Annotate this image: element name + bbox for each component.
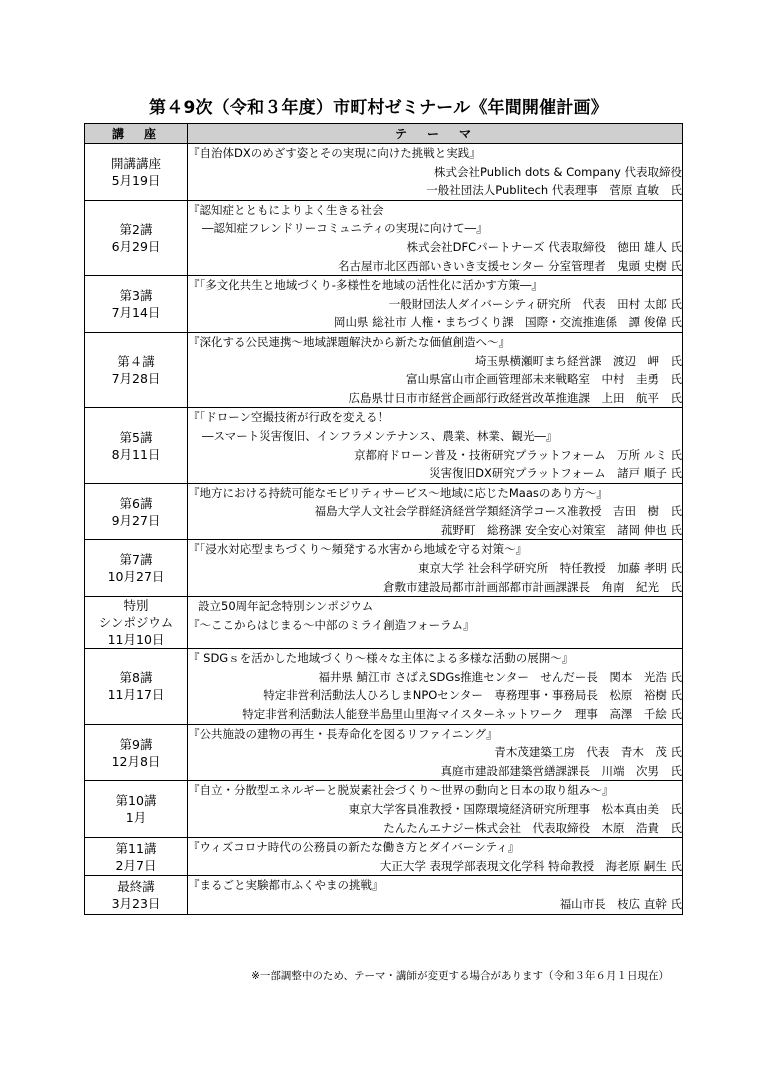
theme-cell bbox=[188, 724, 683, 781]
lecture-cell bbox=[85, 144, 188, 201]
theme-line: 株式会社DFCパートナーズ 代表取締役 徳田 雄人 氏 bbox=[406, 239, 682, 254]
theme-line: 災害復旧DX研究プラットフォーム 諸戸 順子 氏 bbox=[429, 466, 682, 481]
theme-line: 名古屋市北区西部いきいき支援センター 分室管理者 鬼頭 史樹 氏 bbox=[337, 258, 682, 273]
lecture-label: 8月11日 bbox=[111, 446, 161, 462]
theme-line: 東京大学 社会科学研究所 特任教授 加藤 孝明 氏 bbox=[418, 561, 682, 576]
theme-line: ―スマート災害復旧、インフラメンテナンス、農業、林業、観光―』 bbox=[202, 428, 558, 443]
lecture-label: 11月17日 bbox=[107, 687, 165, 703]
theme-title: 『「ドローン空撮技術が行政を変える！ bbox=[188, 410, 390, 425]
table-row bbox=[85, 649, 683, 724]
table-row bbox=[85, 144, 683, 201]
table-row bbox=[85, 781, 683, 838]
lecture-label: シンポジウム bbox=[98, 615, 174, 631]
table-row bbox=[85, 483, 683, 540]
theme-title: 『 SDGｓを活かした地域づくり～様々な主体による多様な活動の展開～』 bbox=[188, 651, 574, 666]
lecture-cell bbox=[85, 724, 188, 781]
table-row bbox=[85, 724, 683, 781]
lecture-cell bbox=[85, 649, 188, 724]
theme-line: 特定非営利活動法人能登半島里山里海マイスターネットワーク 理事 高澤 千絵 氏 bbox=[242, 707, 682, 722]
lecture-cell bbox=[85, 597, 188, 649]
lecture-cell bbox=[85, 781, 188, 838]
lecture-label: 6月29日 bbox=[111, 238, 161, 254]
theme-line: たんたんエナジー株式会社 代表取締役 木原 浩貴 氏 bbox=[383, 820, 682, 835]
theme-line: 岡山県 総社市 人権・まちづくり課 国際・交流推進係 譚 俊偉 氏 bbox=[333, 315, 682, 330]
lecture-label: 第5講 bbox=[119, 429, 153, 445]
theme-cell bbox=[188, 540, 683, 597]
page-title: 第４9次（令和３年度）市町村ゼミナール《年間開催計画》 bbox=[149, 98, 608, 118]
lecture-label: 第2講 bbox=[119, 221, 153, 237]
lecture-label: 12月8日 bbox=[111, 753, 161, 769]
theme-line: 青木茂建築工房 代表 青木 茂 氏 bbox=[494, 745, 682, 760]
table-row bbox=[85, 540, 683, 597]
lecture-cell bbox=[85, 876, 188, 914]
theme-title: 『公共施設の建物の再生・長寿命化を図るリファイニング』 bbox=[188, 726, 498, 741]
lecture-cell bbox=[85, 838, 188, 876]
theme-line: 菰野町 総務課 安全安心対策室 諸岡 伸也 氏 bbox=[441, 522, 682, 537]
theme-title: 『地方における持続可能なモビリティサービス～地域に応じたMaasのあり方～』 bbox=[188, 485, 608, 500]
theme-cell bbox=[188, 838, 683, 876]
theme-line: 特定非営利活動法人ひろしまNPOセンター 専務理事・事務局長 松原 裕樹 氏 bbox=[263, 688, 682, 703]
lecture-label: 10月27日 bbox=[107, 569, 165, 585]
theme-line: 『～ここからはじまる～中部のミライ創造フォーラム』 bbox=[188, 617, 475, 632]
table-row bbox=[85, 200, 683, 275]
lecture-label: 第6講 bbox=[119, 495, 153, 511]
lecture-cell bbox=[85, 408, 188, 483]
theme-line: 埼玉県横瀬町まち経営課 渡辺 岬 氏 bbox=[474, 353, 751, 368]
header-lecture: 講 座 bbox=[85, 124, 188, 144]
lecture-label: 開講講座 bbox=[110, 155, 161, 171]
header-theme: テ ー マ bbox=[188, 124, 683, 144]
theme-line: 大正大学 表現学部表現文化学科 特命教授 海老原 嗣生 氏 bbox=[379, 858, 682, 873]
lecture-label: 7月14日 bbox=[111, 305, 161, 321]
lecture-cell bbox=[85, 276, 188, 333]
theme-line: 倉敷市建設局都市計画部都市計画課課長 角南 紀光 氏 bbox=[383, 579, 682, 594]
table-row bbox=[85, 597, 683, 649]
theme-title: 設立50周年記念特別シンポジウム bbox=[198, 599, 374, 614]
table-row bbox=[85, 332, 683, 407]
theme-cell bbox=[188, 144, 694, 201]
theme-title: 『自治体DXのめざす姿とその実現に向けた挑戦と実践』 bbox=[188, 146, 481, 160]
lecture-label: 1月 bbox=[125, 810, 147, 826]
lecture-label: 第7講 bbox=[119, 552, 153, 568]
theme-title: 『「浸水対応型まちづくり～頻発する水害から地域を守る対策～』 bbox=[188, 542, 528, 557]
theme-cell bbox=[188, 483, 683, 540]
theme-cell bbox=[188, 200, 683, 275]
theme-line: 福井県 鯖江市 さばえSDGs推進センター せんだー長 関本 光浩 氏 bbox=[318, 669, 682, 684]
footnote: ※一部調整中のため、テーマ・講師が変更する場合があります（令和３年６月１日現在） bbox=[251, 970, 669, 982]
table-row bbox=[85, 876, 683, 914]
lecture-label: 5月19日 bbox=[111, 172, 161, 188]
theme-cell bbox=[188, 597, 683, 649]
lecture-label: 最終講 bbox=[117, 878, 155, 894]
theme-line: 真庭市建設部建築営繕課課長 川端 次男 氏 bbox=[440, 763, 682, 778]
theme-title: 『まるごと実験都市ふくやまの挑戦』 bbox=[188, 878, 384, 893]
lecture-cell bbox=[85, 540, 188, 597]
lecture-label: 3月23日 bbox=[111, 895, 161, 911]
lecture-cell bbox=[85, 332, 188, 407]
theme-cell bbox=[188, 781, 683, 838]
theme-line: 福島大学人文社会学群経済経営学類経済学コース准教授 吉田 樹 氏 bbox=[314, 504, 682, 519]
lecture-label: 第11講 bbox=[115, 840, 157, 856]
theme-title: 『深化する公民連携～地域課題解決から新たな価値創造へ～』 bbox=[188, 334, 510, 349]
lecture-cell bbox=[85, 200, 188, 275]
theme-line: 東京大学客員准教授・国際環境経済研究所理事 松本真由美 氏 bbox=[348, 802, 682, 816]
theme-title: 『自立・分散型エネルギーと脱炭素社会づくり～世界の動向と日本の取り組み～』 bbox=[188, 783, 614, 798]
theme-line: ―認知症フレンドリーコミュニティの実現に向けて―』 bbox=[202, 221, 488, 236]
lecture-label: 2月7日 bbox=[115, 857, 157, 873]
lecture-label: 第3講 bbox=[119, 288, 153, 304]
lecture-cell bbox=[85, 483, 188, 540]
lecture-label: 7月28日 bbox=[111, 371, 161, 387]
theme-line: 株式会社Publich dots & Company 代表取締役 bbox=[434, 164, 694, 179]
theme-line: 福山市長 枝広 直幹 氏 bbox=[559, 896, 682, 911]
theme-cell bbox=[188, 876, 683, 914]
table-row bbox=[85, 838, 683, 876]
theme-line: 京都府ドローン普及・技術研究プラットフォーム 万所 ルミ 氏 bbox=[354, 447, 682, 462]
lecture-label: 第8講 bbox=[119, 670, 153, 686]
table-row bbox=[85, 276, 683, 333]
lecture-label: 11月10日 bbox=[107, 632, 165, 648]
theme-line: 広島県廿日市市経営企画部行政経営改革推進課 上田 航平 氏 bbox=[348, 390, 682, 405]
lecture-label: 第10講 bbox=[115, 793, 157, 809]
lecture-label: 特別 bbox=[123, 598, 149, 614]
table-header-row bbox=[85, 124, 683, 144]
theme-line: 一般社団法人Publitech 代表理事 菅原 直敏 氏 bbox=[426, 183, 682, 198]
theme-line: 一般財団法人ダイバーシティ研究所 代表 田村 太郎 氏 bbox=[388, 296, 682, 311]
seminar-schedule-table bbox=[84, 123, 751, 915]
table-row bbox=[85, 408, 683, 483]
theme-title: 『「多文化共生と地域づくり-多様性を地域の活性化に活かす方策―』 bbox=[188, 278, 543, 293]
theme-title: 『認知症とともによりよく生きる社会 bbox=[188, 202, 384, 217]
theme-cell bbox=[188, 332, 751, 407]
theme-cell bbox=[188, 408, 683, 483]
lecture-label: 第9講 bbox=[119, 736, 153, 752]
theme-line: 富山県富山市企画管理部未来戦略室 中村 圭勇 氏 bbox=[405, 372, 728, 387]
theme-title: 『ウィズコロナ時代の公務員の新たな働き方とダイバーシティ』 bbox=[188, 840, 520, 855]
theme-cell bbox=[188, 649, 683, 724]
theme-cell bbox=[188, 276, 683, 333]
lecture-label: 9月27日 bbox=[111, 512, 161, 528]
lecture-label: 第４講 bbox=[117, 354, 155, 370]
